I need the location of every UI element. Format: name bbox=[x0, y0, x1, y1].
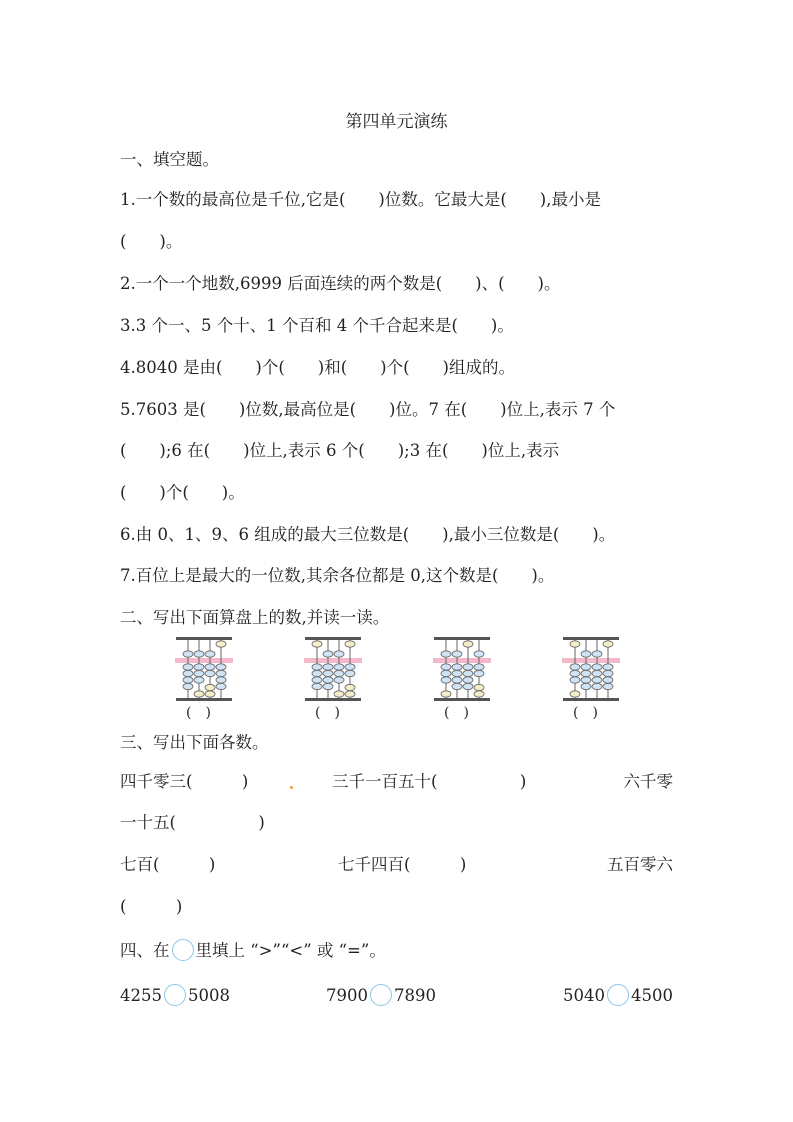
abacus-bead bbox=[205, 670, 215, 676]
abacus-bead bbox=[334, 664, 344, 670]
abacus-bead bbox=[603, 670, 613, 676]
question-1-line-2: ( )。 bbox=[120, 232, 183, 251]
question-6: 6.由 0、1、9、6 组成的最大三位数是( ),最小三位数是( )。 bbox=[120, 525, 616, 544]
abacus-bead bbox=[183, 651, 193, 657]
abacus-bead bbox=[216, 664, 226, 670]
abacus-bead bbox=[183, 664, 193, 670]
abacus-top-frame bbox=[176, 637, 232, 640]
abacus-bead bbox=[452, 664, 462, 670]
number-word-5: 七千四百( ) bbox=[338, 855, 467, 874]
abacus-bead bbox=[570, 677, 580, 683]
abacus-bead bbox=[452, 670, 462, 676]
abacus-bottom-frame bbox=[176, 698, 232, 701]
compare-1-left: 4255 bbox=[120, 986, 162, 1005]
compare-1 bbox=[120, 984, 230, 1006]
abacus-3-answer: ( ) bbox=[444, 705, 469, 721]
compare-3-right: 4500 bbox=[631, 986, 673, 1005]
abacus-bead bbox=[194, 691, 204, 697]
question-5-line-2: ( );6 在( )位上,表示 6 个( );3 在( )位上,表示 bbox=[120, 441, 560, 460]
abacus-bead bbox=[323, 651, 333, 657]
abacus-bead bbox=[312, 677, 322, 683]
circle-icon bbox=[172, 939, 194, 961]
abacus-bead bbox=[194, 664, 204, 670]
abacus-bead bbox=[570, 691, 580, 697]
compare-2-right: 7890 bbox=[394, 986, 436, 1005]
number-word-2: 三千一百五十( ) bbox=[332, 772, 527, 791]
abacus-beam bbox=[433, 658, 491, 663]
number-word-3-end: 一十五( ) bbox=[120, 813, 265, 832]
section-1-heading: 一、填空题。 bbox=[120, 150, 219, 169]
abacus-bead bbox=[205, 651, 215, 657]
abacus-bead bbox=[463, 664, 473, 670]
section-4-heading-post: 里填上 “>”“<” 或 “=”。 bbox=[195, 941, 386, 960]
abacus-bead bbox=[474, 664, 484, 670]
abacus-top-frame bbox=[563, 637, 619, 640]
abacus-1-answer: ( ) bbox=[186, 705, 211, 721]
abacus-bead bbox=[205, 684, 215, 690]
compare-2-left: 7900 bbox=[326, 986, 368, 1005]
decorative-dot bbox=[290, 786, 293, 789]
abacus-bead bbox=[603, 677, 613, 683]
number-word-6-end: ( ) bbox=[120, 897, 183, 916]
abacus-bead bbox=[345, 664, 355, 670]
abacus-bead bbox=[474, 651, 484, 657]
abacus-top-frame bbox=[434, 637, 490, 640]
abacus-top-frame bbox=[305, 637, 361, 640]
question-1-line-1: 1.一个数的最高位是千位,它是( )位数。它最大是( ),最小是 bbox=[120, 190, 601, 209]
abacus-bead bbox=[194, 651, 204, 657]
abacus-bead bbox=[581, 683, 591, 689]
abacus-bottom-frame bbox=[305, 698, 361, 701]
abacus-bead bbox=[452, 683, 462, 689]
abacus-bead bbox=[592, 683, 602, 689]
abacus-bottom-frame bbox=[434, 698, 490, 701]
abacus-bead bbox=[441, 677, 451, 683]
section-3-heading: 三、写出下面各数。 bbox=[120, 733, 269, 752]
abacus-bead bbox=[463, 641, 473, 647]
abacus-bead bbox=[581, 677, 591, 683]
question-7: 7.百位上是最大的一位数,其余各位都是 0,这个数是( )。 bbox=[120, 566, 555, 585]
abacus-bead bbox=[463, 677, 473, 683]
abacus-bead bbox=[323, 683, 333, 689]
page-title: 第四单元演练 bbox=[345, 112, 448, 132]
abacus-bead bbox=[570, 664, 580, 670]
abacus-bead bbox=[205, 691, 215, 697]
number-word-1: 四千零三( ) bbox=[120, 772, 249, 791]
question-3: 3.3 个一、5 个十、1 个百和 4 个千合起来是( )。 bbox=[120, 316, 514, 335]
abacus-bead bbox=[323, 670, 333, 676]
abacus-bottom-frame bbox=[563, 698, 619, 701]
abacus-beam bbox=[304, 658, 362, 663]
abacus-bead bbox=[441, 664, 451, 670]
abacus-bead bbox=[323, 664, 333, 670]
abacus-bead bbox=[603, 683, 613, 689]
abacus-bead bbox=[441, 670, 451, 676]
section-2-heading: 二、写出下面算盘上的数,并读一读。 bbox=[120, 608, 390, 627]
abacus-bead bbox=[474, 670, 484, 676]
number-word-4: 七百( ) bbox=[120, 855, 216, 874]
abacus-bead bbox=[183, 683, 193, 689]
abacus-bead bbox=[452, 677, 462, 683]
abacus-bead bbox=[216, 683, 226, 689]
abacus-bead bbox=[323, 677, 333, 683]
abacus-bead bbox=[312, 670, 322, 676]
abacus-4-answer: ( ) bbox=[573, 705, 598, 721]
abacus-bead bbox=[345, 684, 355, 690]
abacus-bead bbox=[345, 670, 355, 676]
abacus-beam bbox=[562, 658, 620, 663]
number-word-6-start: 五百零六 bbox=[607, 855, 673, 874]
abacus-bead bbox=[581, 670, 591, 676]
compare-1-right: 5008 bbox=[188, 986, 230, 1005]
compare-2 bbox=[326, 984, 436, 1006]
abacus-bead bbox=[463, 683, 473, 689]
abacus-bead bbox=[216, 670, 226, 676]
abacus-bead bbox=[312, 683, 322, 689]
abacus-bead bbox=[452, 651, 462, 657]
abacus-bead bbox=[581, 651, 591, 657]
abacus-bead bbox=[183, 677, 193, 683]
question-4: 4.8040 是由( )个( )和( )个( )组成的。 bbox=[120, 358, 515, 377]
question-5-line-3: ( )个( )。 bbox=[120, 483, 245, 502]
abacus-bead bbox=[441, 691, 451, 697]
abacus-bead bbox=[581, 664, 591, 670]
abacus-bead bbox=[592, 677, 602, 683]
abacus-2-answer: ( ) bbox=[315, 705, 340, 721]
abacus-bead bbox=[312, 641, 322, 647]
abacus-bead bbox=[216, 641, 226, 647]
abacus-bead bbox=[474, 691, 484, 697]
abacus-bead bbox=[334, 651, 344, 657]
abacus-bead bbox=[334, 691, 344, 697]
abacus-bead bbox=[345, 691, 355, 697]
compare-3-circle[interactable] bbox=[607, 984, 629, 1006]
compare-2-circle[interactable] bbox=[370, 984, 392, 1006]
section-4-heading-pre: 四、在 bbox=[120, 941, 170, 960]
abacus-bead bbox=[592, 651, 602, 657]
compare-3-left: 5040 bbox=[563, 986, 605, 1005]
compare-3 bbox=[563, 984, 673, 1006]
abacus-bead bbox=[205, 664, 215, 670]
question-5-line-1: 5.7603 是( )位数,最高位是( )位。7 在( )位上,表示 7 个 bbox=[120, 400, 616, 419]
abacus-bead bbox=[570, 641, 580, 647]
abacus-bead bbox=[603, 664, 613, 670]
abacus-bead bbox=[194, 677, 204, 683]
compare-1-circle[interactable] bbox=[164, 984, 186, 1006]
abacus-bead bbox=[216, 677, 226, 683]
abacus-bead bbox=[194, 670, 204, 676]
abacus-bead bbox=[334, 677, 344, 683]
abacus-bead bbox=[345, 641, 355, 647]
abacus-bead bbox=[183, 670, 193, 676]
abacus-bead bbox=[312, 664, 322, 670]
abacus-beam bbox=[175, 658, 233, 663]
abacus-bead bbox=[334, 670, 344, 676]
abacus-bead bbox=[570, 670, 580, 676]
abacus-bead bbox=[463, 670, 473, 676]
abacus-bead bbox=[592, 670, 602, 676]
section-4-heading bbox=[120, 939, 386, 961]
question-2: 2.一个一个地数,6999 后面连续的两个数是( )、( )。 bbox=[120, 274, 561, 293]
abacus-bead bbox=[474, 684, 484, 690]
abacus-bead bbox=[592, 664, 602, 670]
abacus-bead bbox=[441, 651, 451, 657]
number-word-3-start: 六千零 bbox=[623, 772, 673, 791]
abacus-bead bbox=[603, 641, 613, 647]
